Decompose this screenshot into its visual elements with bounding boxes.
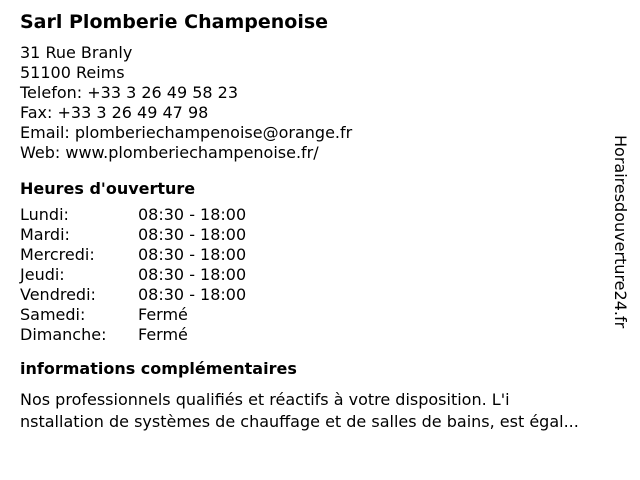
hours-row-wednesday [20, 245, 610, 265]
hours-row-sunday [20, 325, 610, 345]
extra-info-line-2: nstallation de systèmes de chauffage et de salles de bains, est égal... [20, 412, 579, 431]
site-watermark-label: Horairesdouverture24.fr [611, 135, 630, 329]
fax-number: Fax: +33 3 26 49 47 98 [20, 103, 209, 122]
hours-day: Samedi: [20, 305, 86, 324]
phone-number: Telefon: +33 3 26 49 58 23 [20, 83, 239, 102]
hours-time: 08:30 - 18:00 [138, 245, 247, 264]
extra-info-heading: informations complémentaires [20, 359, 297, 378]
hours-time: 08:30 - 18:00 [138, 205, 247, 224]
hours-day: Dimanche: [20, 325, 107, 344]
email-address: Email: plomberiechampenoise@orange.fr [20, 123, 353, 142]
hours-day: Mercredi: [20, 245, 95, 264]
hours-time: 08:30 - 18:00 [138, 285, 247, 304]
hours-day: Vendredi: [20, 285, 96, 304]
business-card [20, 10, 610, 433]
hours-time: 08:30 - 18:00 [138, 265, 247, 284]
hours-time: Fermé [138, 305, 188, 324]
hours-row-tuesday [20, 225, 610, 245]
hours-row-saturday [20, 305, 610, 325]
hours-row-friday [20, 285, 610, 305]
extra-info-line-1: Nos professionnels qualifiés et réactifs à votre disposition. L'i [20, 390, 510, 409]
address-street: 31 Rue Branly [20, 43, 133, 62]
address-city: 51100 Reims [20, 63, 125, 82]
hours-day: Jeudi: [20, 265, 65, 284]
hours-time: 08:30 - 18:00 [138, 225, 247, 244]
hours-heading: Heures d'ouverture [20, 179, 196, 198]
hours-day: Lundi: [20, 205, 69, 224]
business-name: Sarl Plomberie Champenoise [20, 11, 329, 33]
hours-time: Fermé [138, 325, 188, 344]
hours-row-thursday [20, 265, 610, 285]
hours-table [20, 205, 610, 345]
hours-day: Mardi: [20, 225, 70, 244]
website-url: Web: www.plomberiechampenoise.fr/ [20, 143, 319, 162]
hours-row-monday [20, 205, 610, 225]
